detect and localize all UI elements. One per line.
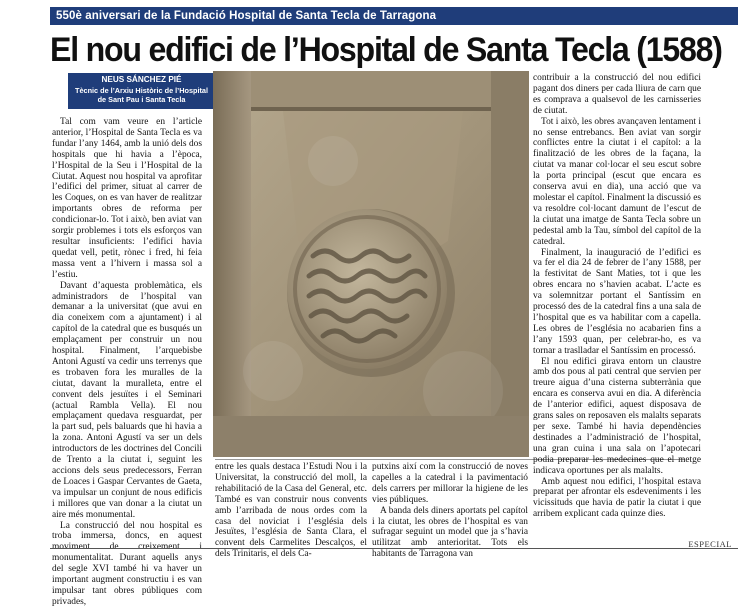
newspaper-page xyxy=(50,7,738,607)
section-banner: 550è aniversari de la Fundació Hospital de Santa Tecla de Tarragona xyxy=(50,7,738,25)
byline-box xyxy=(68,73,215,109)
paragraph: A banda dels diners aportats pel capítol i la ciutat, les obres de l’hospital es van sufragar seguint un model que ja s’havia utilitzat amb anterioritat. Tots els habitants de Tarragona van xyxy=(372,505,528,560)
paragraph: putxins així com la construcció de noves capelles a la catedral i la pavimentació dels carrers per millorar la higiene de les vies públiques. xyxy=(372,462,528,505)
author-name: NEUS SÁNCHEZ PIÉ xyxy=(101,75,182,84)
paragraph: Davant d’aquesta problemàtica, els administradors de l’hospital van demanar a la universitat (que avui en dia coneixem com a ajuntament) i al capítol de la catedral que es busqués un emplaçament per construir un nou hospital. Finalment, l’arquebisbe Antoni Agustí va cedir uns terrenys que es trobaven fora les muralles de la ciutat, davant la muralleta, entre el convent dels jesuïtes i el Seminari (actual Rambla Vella). El nou emplaçament quedava resguardat, per la part sud, pels baluards que hi havia a la zona. Antoni Agustí va ser un dels introductors de les doctrines del Concili de Trento a la ciutat i, seguint les accions dels seus predecessors, Ferran de Loaces i Gaspar Cervantes de Gaeta, va impulsar un conjunt de nous edificis i millores que van donar a la ciutat un aire més monumental. xyxy=(52,280,202,520)
column-1 xyxy=(52,117,202,608)
section-label: ESPECIAL xyxy=(688,539,732,549)
author-role-line2: de Sant Pau i Santa Tecla xyxy=(97,95,186,104)
paragraph: Amb aquest nou edifici, l’hospital estava preparat per afrontar els esdeveniments i les vicissituds que havia de patir la ciutat i que arribem explicant cada quinze dies. xyxy=(533,476,701,520)
headline: El nou edifici de l’Hospital de Santa Tecla (1588) xyxy=(50,31,722,69)
column-4 xyxy=(533,73,701,520)
paragraph: Tot i això, les obres avançaven lentament i no sense entrebancs. Ben aviat van sorgir conflictes entre la ciutat i el capítol: a la finalització de les obres de la façana, la ciutat va manar col·locar el seu escut sobre la porta principal (escut que encara es conserva avui en dia), una acció que va molestar el capítol. Finalment la discussió es va resoldre col·locant damunt de l’escut de la ciutat una imatge de Santa Tecla sobre un pedestal amb la Tau, símbol del capítol de la catedral. xyxy=(533,116,701,247)
paragraph: contribuir a la construcció del nou edifici pagant dos diners per cada lliura de carn que es comprava a qualsevol de les carnisseries de ciutat. xyxy=(533,73,701,116)
paragraph: La construcció del nou hospital es troba immersa, doncs, en aquest monumentalitat. Durant aquells anys del segle XVI també hi va haver un important augment constructiu i es van impulsar tant obres públiques com privades, xyxy=(52,520,202,607)
paragraph: El nou edifici girava entorn un claustre amb dos pous al pati central que servien per treure aigua d’una cisterna subterrània que encara es conserva avui en dia. A diferència de l’anterior edifici, aquest disposava de grans sales on reposaven els malalts separats per sexe. També hi havia dependències destinades a l’administració de l’hospital, una gran cuina i una sala on l’apotecari podia preparar les medecines que el metge indicava oportunes per als malalts. xyxy=(533,356,701,476)
stone-coat-of-arms-photo xyxy=(213,71,529,457)
author-role-line1: Tècnic de l’Arxiu Històric de l’Hospital xyxy=(75,85,208,95)
paragraph: Tal com vam veure en l’article anterior, l’Hospital de Santa Tecla es va fundar l’any 1464, amb la unió dels dos hospitals que hi havia a l’època, l’Hospital de la Seu i l’Hospital de la Ciutat. Aquest nou hospital va aprofitar l’edifici del primer, situat al carrer de les Coques, on es van haver de realitzar importants obres de reforma per condicionar-lo. Tot i això, ben aviat van sorgir problemes i tots els esforços van resultar insuficients: l’edifici havia quedat vell, petit, rònec i fred, hi feia massa vent a l’hivern i massa sol a l’estiu. xyxy=(52,117,202,280)
footer-rule xyxy=(50,548,738,549)
paragraph: Finalment, la inauguració de l’edifici es va fer el dia 24 de febrer de l’any 1588, per la festivitat de Sant Maties, tot i que les obres encara no s’havien acabat. L’acte es va solemnitzar portant el Santíssim en processó des de la catedral fins a una sala de l’hospital que es va habilitar com a capella. Les obres de l’església no acabarien fins a l’any 1593 quan, per celebrar-ho, es va tornar a traslladar el Santíssim en processó. xyxy=(533,247,701,356)
column-3 xyxy=(372,462,528,560)
paragraph: entre les quals destaca l’Estudi Nou i la Universitat, la construcció del moll, la rehabilitació de la Casa del General, etc. També es van construir nous convents amb l’arribada de nous ordes com la casa del noviciat i l’església dels Jesuïtes, l’església de Santa Clara, el convent dels Carmelites Descalços, el dels Trinitaris, el dels Ca- xyxy=(215,462,367,560)
column-2 xyxy=(215,462,367,560)
stone-relief-image xyxy=(213,71,529,457)
